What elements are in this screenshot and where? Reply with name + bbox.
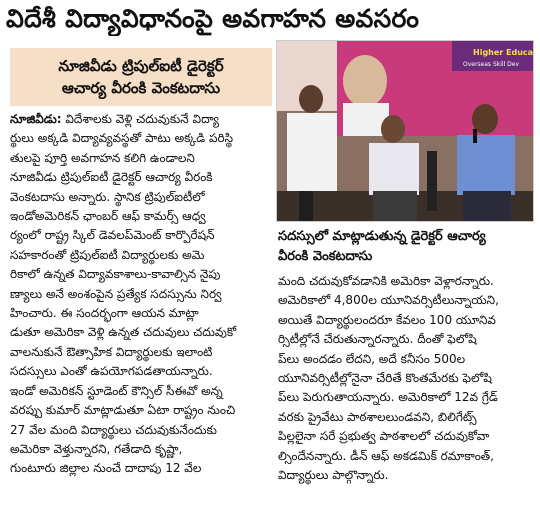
subheadline-line-2: ఆచార్య వీరంకి వెంకటదాసు <box>61 79 221 97</box>
article-line: వరప్పు కుమార్ మాట్లాడుతూ ఏటా రాష్ట్రం నుంచి <box>10 403 236 418</box>
article-line: ర్థులు అక్కడి విద్యావ్యవస్థతో పాటు అక్కడి పరిస్థి <box>10 131 234 146</box>
article-line <box>10 110 272 129</box>
article-line: సదస్సులు ఎంతో ఉపయోగపడతాయన్నారు. <box>10 364 213 379</box>
subheadline-box <box>10 48 272 106</box>
article-line-text: విదేశాలకు వెళ్లి చదువుకునే విద్యా <box>61 112 220 126</box>
article-line: తులపై పూర్తి అవగాహన కలిగి ఉండాలని <box>10 150 195 165</box>
article-line: హించారు. ఈ సందర్భంగా ఆయన మాట్లా <box>10 306 199 321</box>
headline: విదేశీ విద్యావిధానంపై అవగాహన అవసరం <box>6 4 420 33</box>
photo-caption <box>278 227 534 271</box>
article-line: గుంటూరు జిల్లాల నుంచే దాదాపు 12 వేల <box>10 461 202 476</box>
banner-subtext: Overseas Skill Dev <box>463 61 520 68</box>
article-line: మంది చదువుకోవడానికి అమెరికా వెళ్లారన్నారు. <box>278 274 494 288</box>
article-line: ఇండో అమెరికన్ స్టూడెంట్ కౌన్సిల్ సీఈవో అన్న <box>10 383 223 398</box>
article-left-column <box>10 110 272 479</box>
article-line: వెంకటదాసు అన్నారు. స్థానిక ట్రిపుల్‌ఐటీలో <box>10 189 205 204</box>
article-line: ప్‌లు పెరుగుతాయన్నారు. అమెరికాలో 12వ గ్రేడ్ <box>278 390 498 405</box>
news-photo <box>276 40 534 222</box>
caption-line-1: సదస్సులో మాట్లాడుతున్న డైరెక్టర్ ఆచార్య <box>278 229 486 244</box>
article-line: ణ్యాలు అనే అంశంపైన ప్రత్యేక సదస్సును నిర్వ <box>10 286 222 301</box>
article-line: ప్‌లు అందడం లేదని, అదే కనీసం 500ల <box>278 351 466 366</box>
article-line: వరకు ప్రైవేటు పాఠశాలలుండవని, బిలిగేట్స్ <box>278 409 477 424</box>
article-line: సహకారంతో ట్రిపుల్‌ఐటీ విద్యార్థులకు అమె <box>10 247 205 262</box>
article-line: ల్సిందేనన్నారు. డీన్ ఆఫ్ అకడమిక్ రమాకాంత్, <box>278 448 494 463</box>
article-right-column <box>278 272 534 485</box>
article-line: నూజివీడు ట్రిపుల్‌ఐటీ డైరెక్టర్ ఆచార్య వీరంకి <box>10 170 213 185</box>
article-line: ర్యంలో రాష్ట్ర స్కిల్ డెవలప్‌మెంట్ కార్పొరేషన్ <box>10 228 215 243</box>
article-line: డుతూ అమెరికా వెళ్లి ఉన్నత చదువులు చదువుకో <box>10 325 237 340</box>
article-line: ఇండోఅమెరికన్ ఛాంబర్ ఆఫ్ కామర్స్ ఆధ్వ <box>10 209 206 224</box>
article-line: అమెరికా వెళ్తున్నారని, గతేడాది కృష్ణా, <box>10 441 183 456</box>
article-line: యూనివర్సిటీల్లోనైనా చేరితే కొంతమేరకు ఫెలోషి <box>278 371 492 386</box>
article-line: అయితే విద్యార్థులందరూ కేవలం 100 యూనివ <box>278 312 496 327</box>
article-line: ర్సిటీల్లోనే చేరుతున్నారన్నారు. దీంతో ఫెలోషి <box>278 332 477 347</box>
article-line: వాలనుకునే ఔత్సాహిక విద్యార్థులకు ఇలాంటి <box>10 344 213 359</box>
article-line: అమెరికాలో 4,800ల యూనివర్సిటీలున్నాయని, <box>278 293 499 308</box>
dateline: నూజివీడు: <box>10 112 62 126</box>
article-line: రికాలో ఉన్నత విద్యావకాశాలు-కావాల్సిన నైపు <box>10 267 221 282</box>
subheadline-line-1: నూజివీడు ట్రిపుల్‌ఐటీ డైరెక్టర్ <box>58 57 224 75</box>
article-line: విద్యార్థులు పాల్గొన్నారు. <box>278 468 389 483</box>
banner-text: Higher Educa <box>473 48 533 57</box>
article-line: పిల్లలైనా సరే ప్రభుత్వ పాఠశాలలో చదువుకోవా <box>278 429 490 444</box>
article-line: 27 వేల మంది విద్యార్థులు చదువుకునేందుకు <box>10 422 217 437</box>
caption-line-2: వీరంకి వెంకటదాసు <box>278 249 373 264</box>
